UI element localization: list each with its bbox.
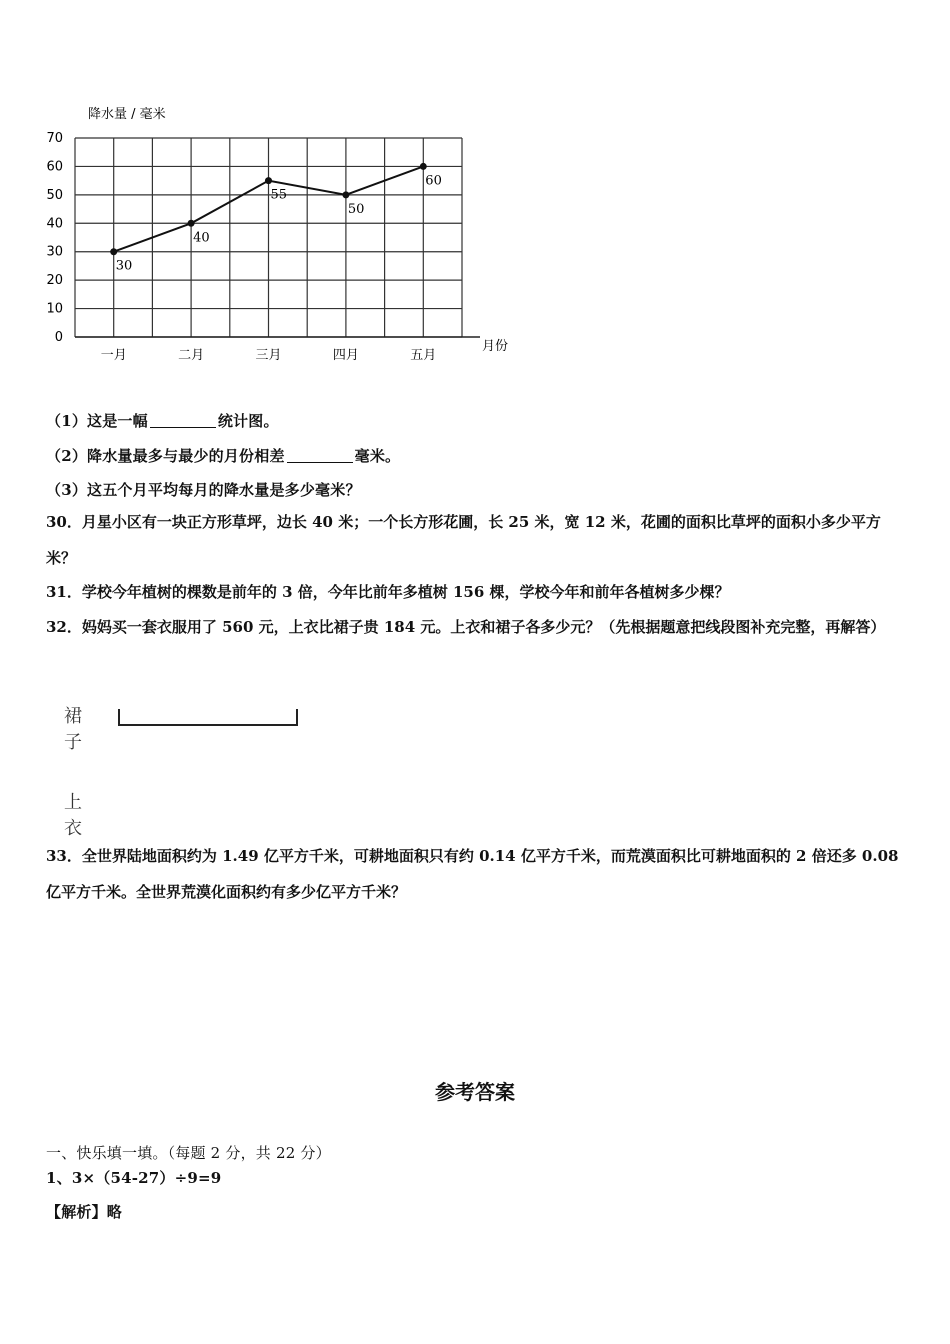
rainfall-series: [110, 163, 442, 274]
skirt-label: 裙子: [64, 706, 82, 753]
data-label: 55: [270, 187, 288, 203]
y-tick-label: 20: [46, 273, 63, 289]
answer-blank-1[interactable]: [150, 412, 216, 428]
sub-question-2-text: （2）降水量最多与最少的月份相差: [46, 447, 285, 465]
y-tick-label: 40: [46, 216, 63, 232]
data-point: [420, 163, 427, 170]
x-tick-label: 五月: [410, 348, 437, 363]
data-label: 60: [425, 173, 442, 189]
x-tick-label: 二月: [178, 348, 205, 363]
question-30: 30．月星小区有一块正方形草坪，边长 40 米；一个长方形花圃，长 25 米，宽 12 米，花圃的面积比草坪的面积小多少平方米？: [46, 513, 881, 567]
x-axis-label: 月份: [482, 339, 509, 354]
data-label: 40: [193, 230, 210, 246]
x-tick-label: 四月: [332, 348, 359, 363]
data-label: 30: [115, 258, 133, 274]
question-31: 31．学校今年植树的棵数是前年的 3 倍，今年比前年多植树 156 棵，学校今年和前年各植树多少棵？: [46, 583, 730, 601]
y-tick-label: 10: [46, 301, 63, 317]
data-point: [188, 220, 195, 227]
y-tick-label: 50: [46, 187, 63, 203]
data-point: [110, 248, 117, 255]
answer-1: 1、3×（54-27）÷9=9: [46, 1169, 222, 1187]
rainfall-line-chart: [40, 100, 530, 380]
question-32: 32．妈妈买一套衣服用了 560 元，上衣比裙子贵 184 元。上衣和裙子各多少元？（先根据题意把线段图补充完整，再解答）: [46, 618, 886, 636]
data-point: [342, 191, 349, 198]
y-tick-label: 70: [46, 131, 63, 146]
y-tick-labels: [46, 131, 63, 345]
data-point: [265, 177, 272, 184]
y-tick-label: 60: [46, 159, 63, 175]
sub-question-1: [46, 410, 279, 431]
top-label: 上衣: [64, 792, 82, 839]
y-tick-label: 30: [46, 244, 63, 260]
sub-question-1-tail: 统计图。: [217, 412, 279, 430]
data-label: 50: [347, 201, 365, 217]
y-axis-label: 降水量 / 毫米: [88, 107, 166, 122]
sub-question-2: [46, 445, 400, 466]
sub-question-2-tail: 毫米。: [354, 447, 401, 465]
sub-question-3: （3）这五个月平均每月的降水量是多少毫米？: [46, 481, 361, 499]
answer-title: 参考答案: [435, 1080, 515, 1104]
answer-analysis: 【解析】略: [46, 1203, 123, 1221]
answer-blank-2[interactable]: [287, 447, 353, 463]
sub-question-1-text: （1）这是一幅: [46, 412, 148, 430]
answer-section: 一、快乐填一填。（每题 2 分，共 22 分）: [46, 1144, 331, 1162]
question-33: 33．全世界陆地面积约为 1.49 亿平方千米，可耕地面积只有约 0.14 亿平方千米，而荒漠面积比可耕地面积的 2 倍还多 0.08 亿平方千米。全世界荒漠化面积约有多少亿平方千米？: [46, 847, 899, 901]
x-tick-label: 一月: [100, 348, 127, 363]
x-tick-labels: [101, 348, 437, 363]
skirt-segment[interactable]: [115, 700, 375, 740]
x-tick-label: 三月: [255, 348, 282, 363]
y-tick-label: 0: [54, 330, 63, 345]
